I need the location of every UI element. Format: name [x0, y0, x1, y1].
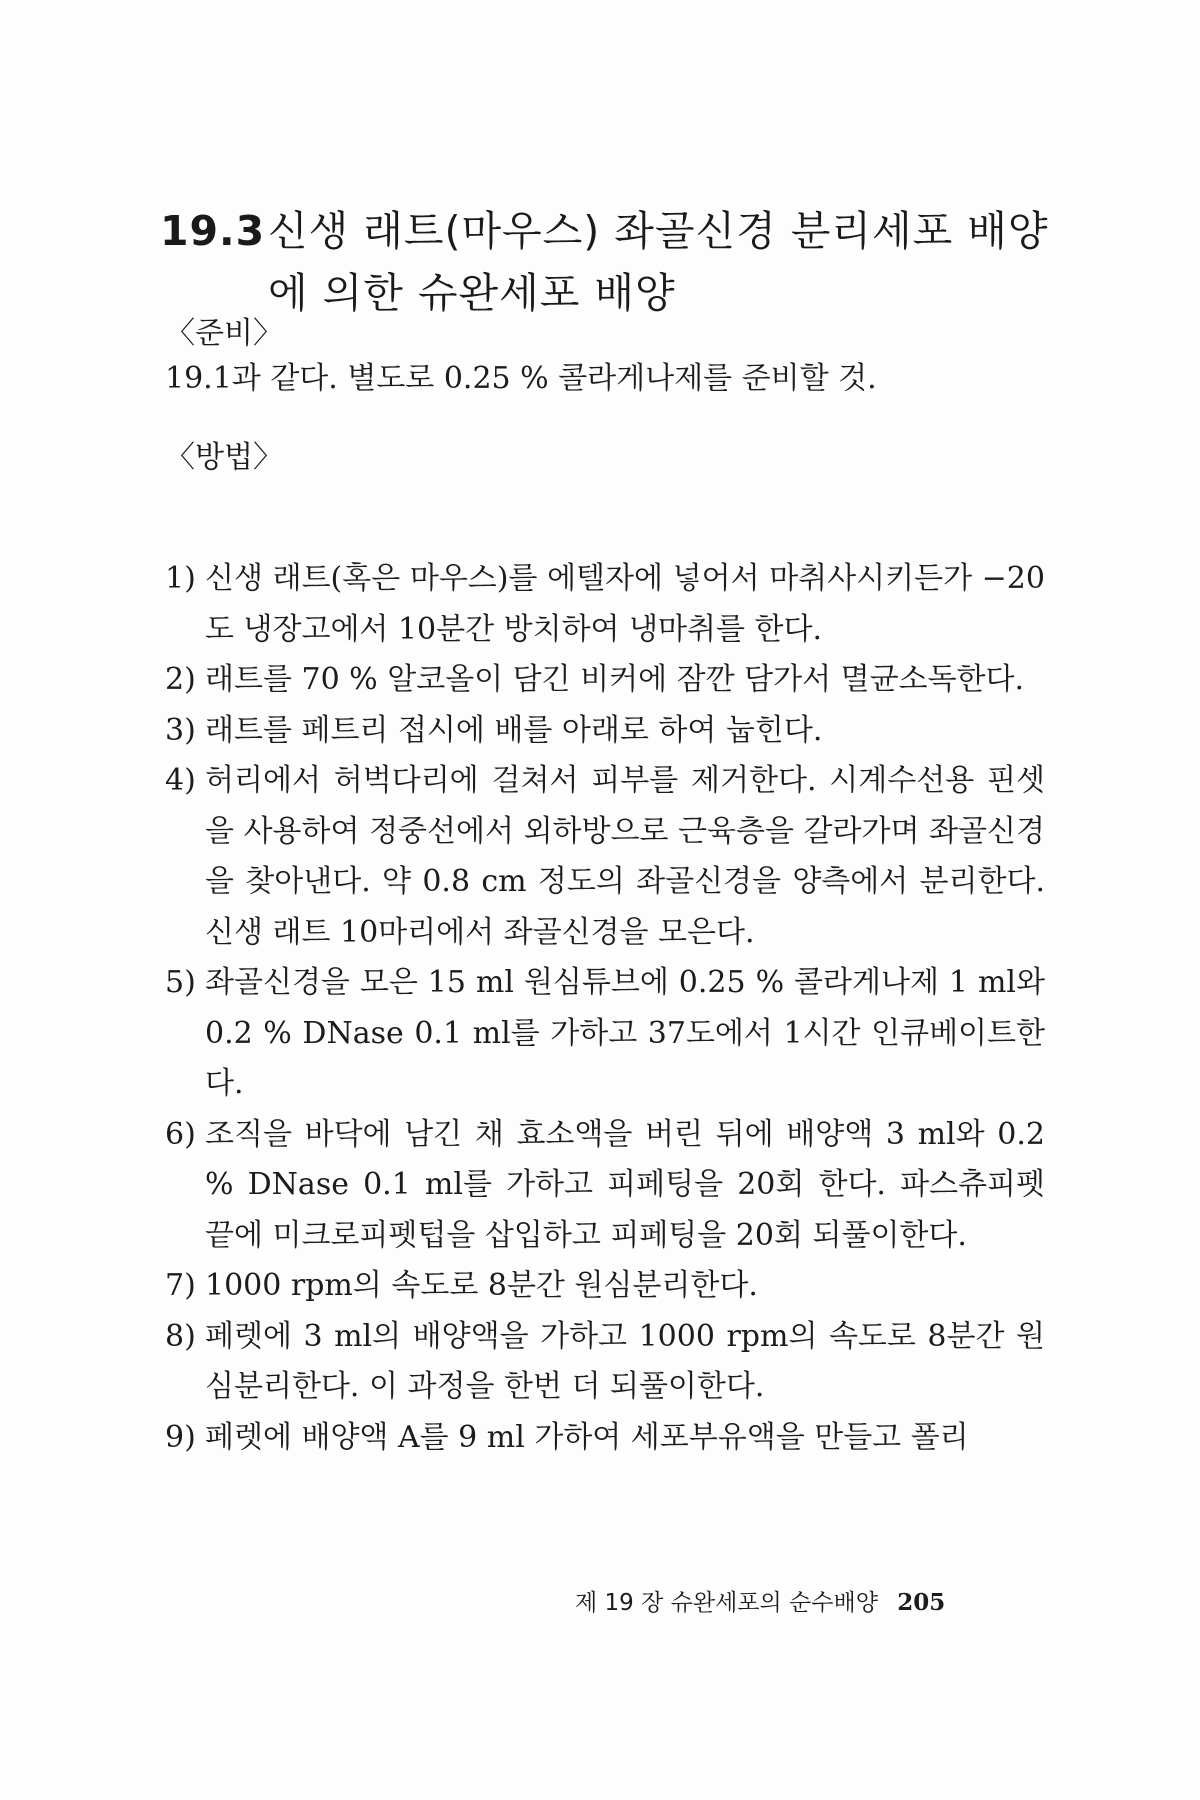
preparation-label: 〈준비〉	[165, 316, 283, 351]
step-number: 6)	[165, 1116, 196, 1152]
section-number: 19.3	[160, 207, 266, 255]
method-steps	[165, 554, 1045, 1463]
step-text: 좌골신경을 모은 15 ml 원심튜브에 0.25 % 콜라게나제 1 ml와 0.2 % DNase 0.1 ml를 가하고 37도에서 1시간 인큐베이트한다.	[205, 965, 1045, 1101]
method-label: 〈방법〉	[165, 440, 283, 475]
section-heading	[160, 200, 1060, 324]
step-text: 페렛에 배양액 A를 9 ml 가하여 세포부유액을 만들고 폴리	[205, 1419, 969, 1455]
step-text: 1000 rpm의 속도로 8분간 원심분리한다.	[205, 1268, 758, 1303]
step-number: 4)	[165, 763, 196, 798]
step-number: 3)	[165, 712, 196, 748]
section-title: 신생 래트(마우스) 좌골신경 분리세포 배양에 의한 슈완세포 배양	[268, 207, 1049, 317]
page-number: 205	[897, 1589, 946, 1616]
step-text: 조직을 바닥에 남긴 채 효소액을 버린 뒤에 배양액 3 ml와 0.2 % DNase 0.1 ml를 가하고 피페팅을 20회 한다. 파스츄피펫 끝에 미크로피펫텁을 삽입하고 피페팅을 20회 되풀이한다.	[205, 1116, 1045, 1253]
step-number: 1)	[165, 561, 196, 596]
preparation-text: 19.1과 같다. 별도로 0.25 % 콜라게나제를 준비할 것.	[165, 361, 877, 396]
step-text: 신생 래트(혹은 마우스)를 에텔자에 넣어서 마취사시키든가 −20도 냉장고에서 10분간 방치하여 냉마취를 한다.	[205, 561, 1045, 647]
step-text: 래트를 70 % 알코올이 담긴 비커에 잠깐 담가서 멸균소독한다.	[205, 662, 1025, 697]
step-number: 8)	[165, 1318, 196, 1354]
method-step	[165, 1413, 1045, 1464]
method-step	[165, 706, 1045, 757]
method-step	[165, 1261, 1045, 1312]
step-number: 2)	[165, 662, 196, 697]
page-footer	[575, 1588, 945, 1618]
method-step	[165, 655, 1045, 706]
step-number: 7)	[165, 1268, 196, 1303]
method-step	[165, 554, 1045, 655]
method-step	[165, 1312, 1045, 1413]
method-step	[165, 756, 1045, 958]
step-text: 허리에서 허벅다리에 걸쳐서 피부를 제거한다. 시계수선용 핀셋을 사용하여 정중선에서 외하방으로 근육층을 갈라가며 좌골신경을 찾아낸다. 약 0.8 cm 정도의 좌골신경을 양측에서 분리한다. 신생 래트 10마리에서 좌골신경을 모은다.	[205, 763, 1045, 950]
method-step	[165, 1110, 1045, 1262]
step-number: 9)	[165, 1419, 196, 1455]
step-text: 래트를 페트리 접시에 배를 아래로 하여 눕힌다.	[205, 712, 823, 748]
method-step	[165, 958, 1045, 1110]
step-number: 5)	[165, 965, 196, 1000]
step-text: 페렛에 3 ml의 배양액을 가하고 1000 rpm의 속도로 8분간 원심분리한다. 이 과정을 한번 더 되풀이한다.	[205, 1318, 1045, 1404]
running-footer-chapter: 제 19 장 슈완세포의 순수배양	[575, 1590, 878, 1616]
